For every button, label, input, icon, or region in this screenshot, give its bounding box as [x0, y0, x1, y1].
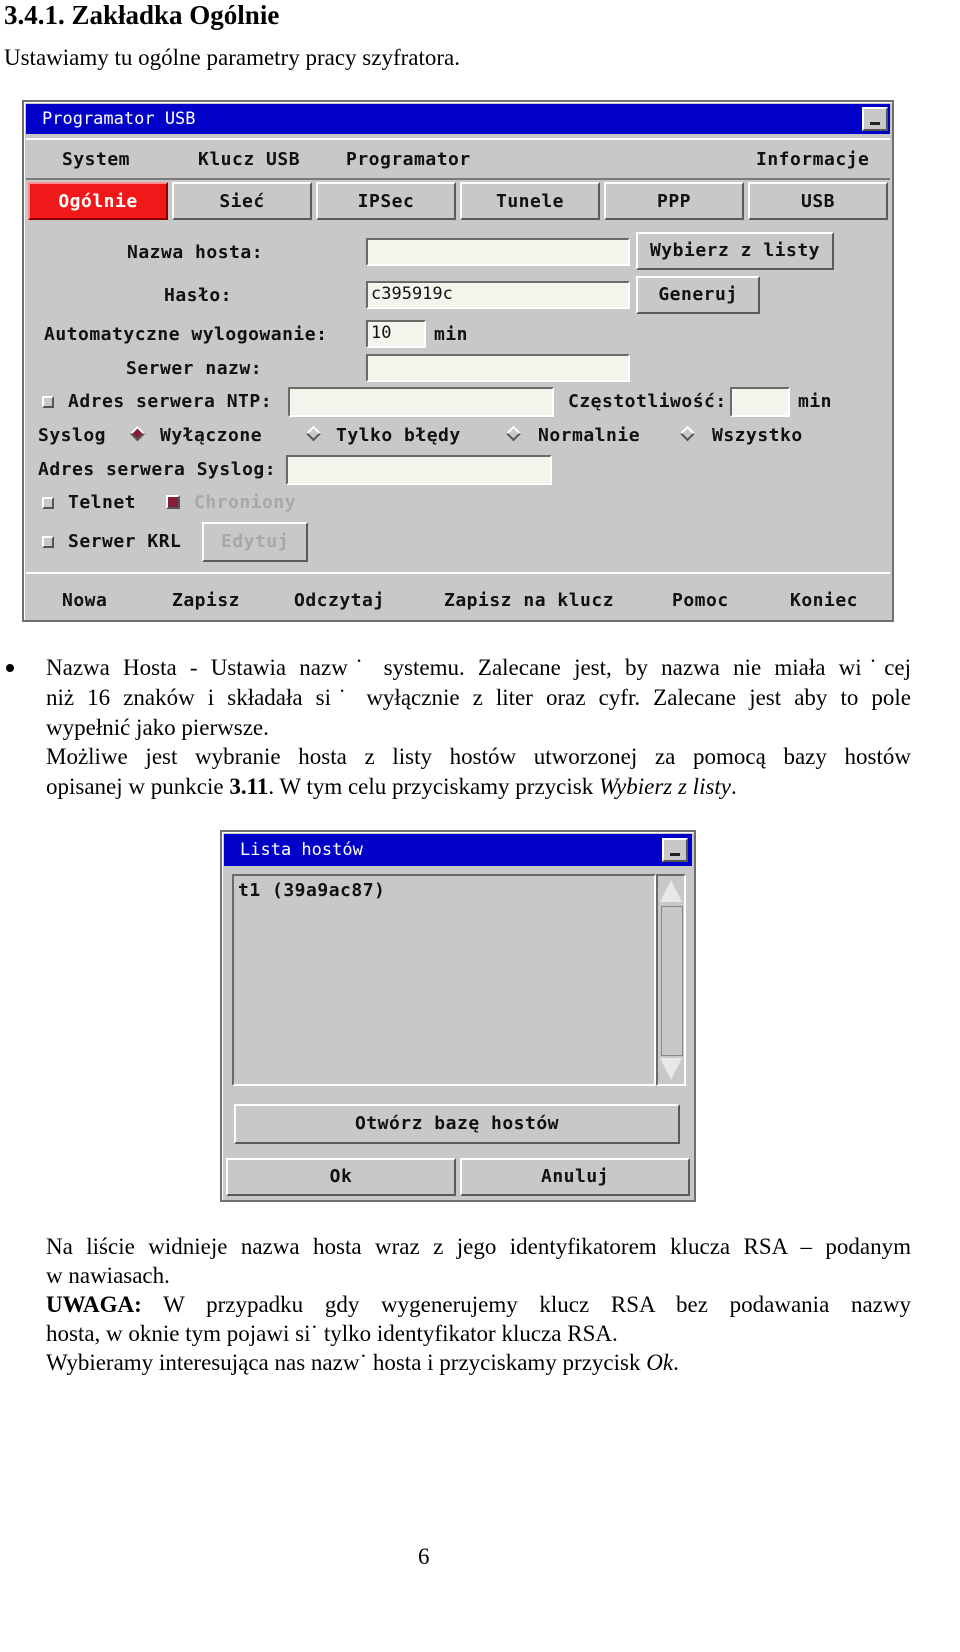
menu-informacje[interactable]: Informacje	[756, 149, 870, 170]
scroll-down-icon[interactable]	[660, 1058, 682, 1080]
hostname-list-description	[46, 742, 911, 802]
section-reference: 3.11	[229, 774, 269, 799]
choose-from-list-button[interactable]	[636, 232, 834, 270]
hostname-description	[46, 653, 911, 743]
button-label: Otwórz bazę hostów	[354, 1113, 560, 1134]
telnet-label: Telnet	[68, 492, 137, 513]
text-line: w nawiasach.	[46, 1263, 170, 1288]
bullet-dot	[6, 664, 14, 672]
syslog-server-input[interactable]	[286, 455, 552, 485]
cancel-button[interactable]	[460, 1158, 690, 1196]
text-span: opisanej w punkcie	[46, 774, 230, 799]
text-line	[46, 1290, 911, 1319]
button-reference: Ok	[646, 1350, 674, 1375]
host-listbox[interactable]	[232, 874, 656, 1086]
programator-window	[22, 100, 894, 622]
text-line	[46, 1348, 911, 1377]
text-line: wypełnić jako pierwsze.	[46, 715, 269, 740]
syslog-server-label: Adres serwera Syslog:	[38, 459, 277, 480]
read-button[interactable]: Odczytaj	[294, 590, 385, 611]
tab-label: USB	[800, 190, 835, 212]
host-list-window	[220, 830, 696, 1202]
button-label: Ok	[329, 1166, 353, 1187]
tab-tunele[interactable]	[460, 182, 600, 220]
hostname-input[interactable]	[366, 238, 630, 266]
minimize-button[interactable]	[662, 838, 688, 862]
new-button[interactable]: Nowa	[62, 590, 108, 611]
tab-ipsec[interactable]	[316, 182, 456, 220]
button-reference: Wybierz z listy	[598, 774, 732, 799]
scroll-track[interactable]	[661, 906, 683, 1056]
text-span: Wybieramy interesująca nas nazw˙ hosta i przyciskamy przycisk	[46, 1350, 647, 1375]
bottom-button-bar	[26, 572, 890, 618]
minimize-icon	[670, 853, 680, 856]
text-span: .	[673, 1350, 679, 1375]
window-titlebar[interactable]	[224, 834, 692, 866]
autologout-label: Automatyczne wylogowanie:	[44, 324, 328, 345]
menu-programator[interactable]: Programator	[346, 149, 471, 170]
minimize-button[interactable]	[862, 107, 888, 131]
menu-system[interactable]: System	[62, 149, 131, 170]
host-list-scrollbar[interactable]	[656, 874, 686, 1086]
window-titlebar[interactable]	[26, 104, 890, 134]
button-label: Generuj	[658, 284, 738, 305]
text-line	[46, 772, 911, 802]
ok-button[interactable]	[226, 1158, 456, 1196]
password-input[interactable]: c395919c	[366, 281, 630, 309]
text-line: Na liście widnieje nazwa hosta wraz z jego identyfikatorem klucza RSA – podanym	[46, 1234, 911, 1259]
scroll-up-icon[interactable]	[660, 880, 682, 902]
window-title: Lista hostów	[240, 840, 363, 860]
tab-siec[interactable]	[172, 182, 312, 220]
menu-bar	[26, 138, 890, 180]
frequency-input[interactable]	[730, 387, 790, 417]
frequency-label: Częstotliwość:	[568, 391, 727, 412]
intro-text: Ustawiamy tu ogólne parametry pracy szyfratora.	[4, 45, 460, 70]
crl-checkbox[interactable]	[42, 536, 54, 548]
syslog-radio-errors[interactable]	[306, 426, 322, 442]
syslog-label: Syslog	[38, 425, 107, 446]
ntp-input[interactable]	[288, 387, 554, 417]
telnet-checkbox[interactable]	[42, 497, 54, 509]
syslog-radio-off[interactable]	[130, 426, 146, 442]
syslog-option-label: Tylko błędy	[336, 425, 461, 446]
nameserver-label: Serwer nazw:	[126, 358, 263, 379]
button-label: Anuluj	[540, 1166, 610, 1187]
ntp-label: Adres serwera NTP:	[68, 391, 273, 412]
tab-ppp[interactable]	[604, 182, 744, 220]
window-title: Programator USB	[42, 109, 196, 129]
section-heading: 3.4.1. Zakładka Ogólnie	[4, 0, 280, 30]
text-span: .	[731, 774, 737, 799]
warning-label: UWAGA:	[46, 1292, 142, 1317]
syslog-option-label: Normalnie	[538, 425, 641, 446]
text-line: Nazwa Hosta - Ustawia nazw˙ systemu. Zalecane jest, by nazwa nie miała wi˙cej	[46, 655, 911, 680]
password-label: Hasło:	[164, 285, 233, 306]
generate-button[interactable]	[636, 276, 760, 314]
nameserver-input[interactable]	[366, 354, 630, 382]
tab-label: Ogólnie	[58, 190, 138, 212]
tab-label: Tunele	[495, 190, 565, 212]
ntp-checkbox[interactable]	[42, 396, 54, 408]
tab-label: IPSec	[357, 190, 415, 212]
minimize-icon	[870, 122, 880, 125]
autologout-input[interactable]: 10	[366, 320, 426, 348]
text-span: W przypadku gdy wygenerujemy klucz RSA bez podawania nazwy	[141, 1292, 911, 1317]
list-explanation	[46, 1232, 911, 1377]
edit-button[interactable]	[202, 522, 308, 562]
host-list-item[interactable]: t1 (39a9ac87)	[238, 880, 386, 901]
text-span: . W tym celu przyciskamy przycisk	[268, 774, 599, 799]
button-label: Wybierz z listy	[649, 240, 821, 261]
hostname-label: Nazwa hosta:	[127, 242, 264, 263]
exit-button[interactable]: Koniec	[790, 590, 859, 611]
autologout-unit: min	[434, 324, 469, 345]
protected-checkbox[interactable]	[166, 495, 180, 509]
syslog-option-label: Wyłączone	[160, 425, 263, 446]
crl-label: Serwer KRL	[68, 531, 182, 552]
button-label: Edytuj	[220, 531, 290, 552]
tab-ogolnie[interactable]	[28, 182, 168, 220]
syslog-radio-normal[interactable]	[506, 426, 522, 442]
tab-usb[interactable]	[748, 182, 888, 220]
save-button[interactable]: Zapisz	[172, 590, 241, 611]
tab-label: PPP	[656, 190, 691, 212]
text-line: hosta, w oknie tym pojawi si˙ tylko identyfikator klucza RSA.	[46, 1321, 618, 1346]
syslog-option-label: Wszystko	[712, 425, 803, 446]
text-line: niż 16 znaków i składała si˙ wyłącznie z liter oraz cyfr. Zalecane jest aby to pole	[46, 685, 911, 710]
syslog-radio-all[interactable]	[680, 426, 696, 442]
help-button[interactable]: Pomoc	[672, 590, 729, 611]
tab-label: Sieć	[219, 190, 265, 212]
save-to-key-button[interactable]: Zapisz na klucz	[444, 590, 615, 611]
protected-label: Chroniony	[194, 492, 297, 513]
frequency-unit: min	[798, 391, 833, 412]
text-line: Możliwe jest wybranie hosta z listy hostów utworzonej za pomocą bazy hostów	[46, 744, 911, 769]
menu-klucz-usb[interactable]: Klucz USB	[198, 149, 301, 170]
page-number: 6	[418, 1544, 430, 1569]
open-host-db-button[interactable]	[234, 1104, 680, 1144]
